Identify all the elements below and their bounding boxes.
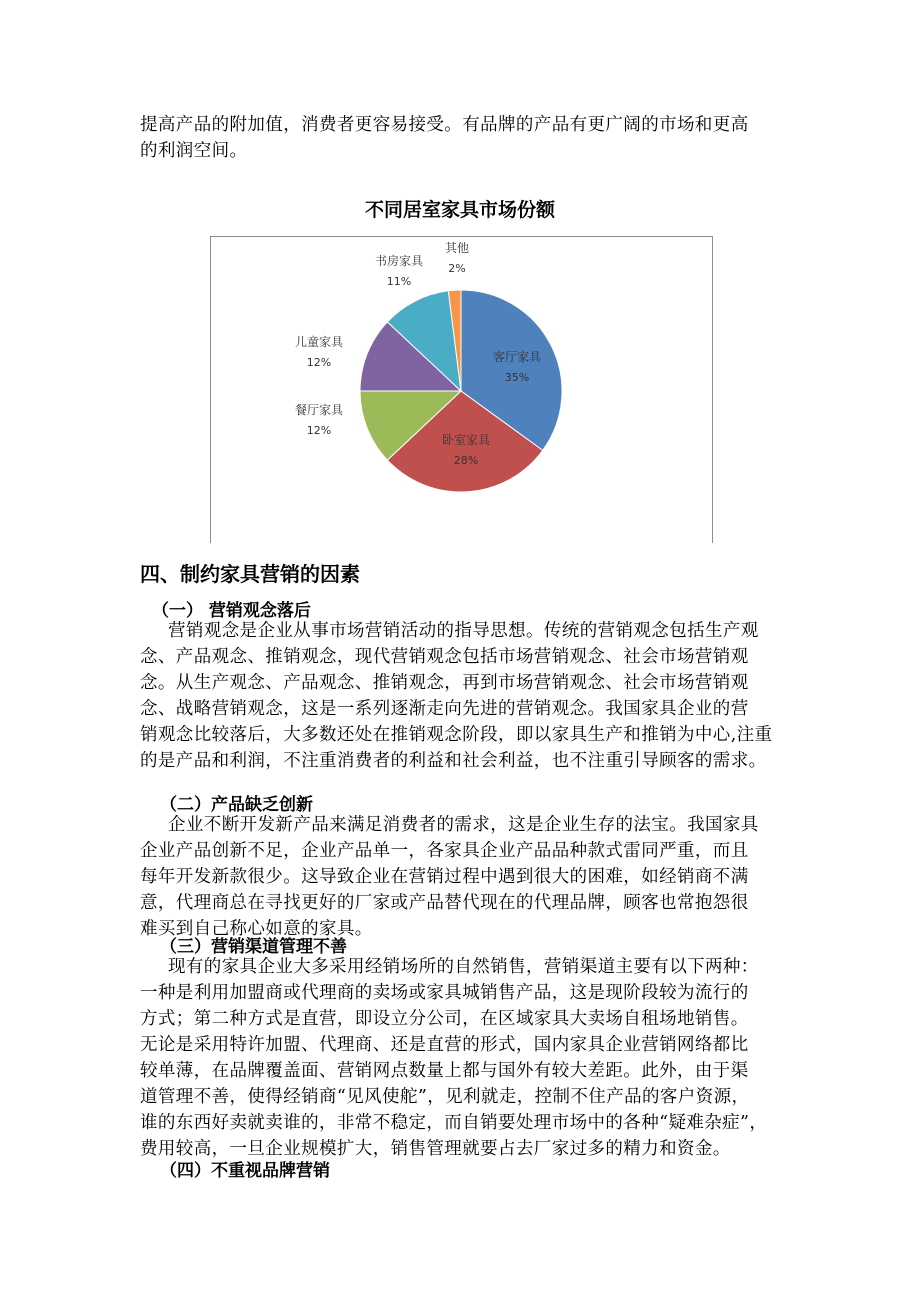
paragraph-line: 方式；第二种方式是直营，即设立分公司，在区域家具大卖场自租场地销售。 (140, 1009, 749, 1029)
slice-percent-label: 2% (448, 262, 466, 275)
slice-label: 餐厅家具 (294, 403, 344, 417)
paragraph-line: 一种是利用加盟商或代理商的卖场或家具城销售产品，这是现阶段较为流行的 (140, 983, 749, 1003)
paragraph-line: 现有的家具企业大多采用经销场所的自然销售，营销渠道主要有以下两种： (168, 957, 759, 977)
chart-area (210, 236, 713, 543)
slice-percent-label: 12% (306, 356, 332, 369)
slice-percent-label: 28% (453, 454, 479, 467)
slice-label: 卧室家具 (441, 433, 491, 447)
section-heading: 四、制约家具营销的因素 (140, 562, 360, 586)
slice-percent-label: 35% (504, 371, 530, 384)
paragraph-line: 销观念比较落后，大多数还处在推销观念阶段，即以家具生产和推销为中心,注重 (140, 725, 773, 745)
slice-percent-label: 11% (386, 275, 412, 288)
slice-label: 书房家具 (374, 254, 424, 268)
paragraph-line: 念、产品观念、推销观念，现代营销观念包括市场营销观念、社会市场营销观 (140, 647, 749, 667)
slice-label: 客厅家具 (492, 350, 542, 364)
paragraph-line: 较单薄，在品牌覆盖面、营销网点数量上都与国外有较大差距。此外，由于渠 (140, 1061, 749, 1081)
paragraph-line: 念、战略营销观念，这是一系列逐渐走向先进的营销观念。我国家具企业的营 (140, 699, 749, 719)
paragraph-line: 谁的东西好卖就卖谁的，非常不稳定，而自销要处理市场中的各种“疑难杂症”， (140, 1113, 768, 1133)
paragraph-line: 意，代理商总在寻找更好的厂家或产品替代现在的代理品牌，顾客也常抱怨很 (140, 893, 749, 913)
subsection-heading: （四）不重视品牌营销 (160, 1161, 330, 1181)
chart-title: 不同居室家具市场份额 (364, 199, 555, 221)
paragraph-line: 营销观念是企业从事市场营销活动的指导思想。传统的营销观念包括生产观 (168, 621, 759, 641)
paragraph-line: 念。从生产观念、产品观念、推销观念，再到市场营销观念、社会市场营销观 (140, 673, 749, 693)
subsection-heading: （一） 营销观念落后 (152, 601, 311, 621)
subsection-heading: （二）产品缺乏创新 (160, 795, 313, 815)
paragraph-line: 的是产品和利润，不注重消费者的利益和社会利益，也不注重引导顾客的需求。 (140, 751, 767, 771)
paragraph-line: 无论是采用特许加盟、代理商、还是直营的形式，国内家具企业营销网络都比 (140, 1035, 749, 1055)
slice-label: 其他 (444, 241, 470, 255)
intro-line: 提高产品的附加值，消费者更容易接受。有品牌的产品有更广阔的市场和更高 (140, 115, 749, 135)
slice-label: 儿童家具 (294, 335, 344, 349)
paragraph-line: 企业不断开发新产品来满足消费者的需求，这是企业生存的法宝。我国家具 (168, 815, 759, 835)
subsection-heading: （三）营销渠道管理不善 (160, 937, 347, 957)
pie-chart (211, 237, 712, 543)
paragraph-line: 难买到自己称心如意的家具。 (140, 919, 373, 939)
paragraph-line: 费用较高，一旦企业规模扩大，销售管理就要占去厂家过多的精力和资金。 (140, 1139, 731, 1159)
paragraph-line: 每年开发新款很少。这导致企业在营销过程中遇到很大的困难，如经销商不满 (140, 867, 749, 887)
intro-line: 的利润空间。 (140, 141, 248, 161)
slice-percent-label: 12% (306, 424, 332, 437)
paragraph-line: 企业产品创新不足，企业产品单一，各家具企业产品品种款式雷同严重，而且 (140, 841, 749, 861)
paragraph-line: 道管理不善，使得经销商“见风使舵”，见利就走，控制不住产品的客户资源， (140, 1087, 750, 1107)
